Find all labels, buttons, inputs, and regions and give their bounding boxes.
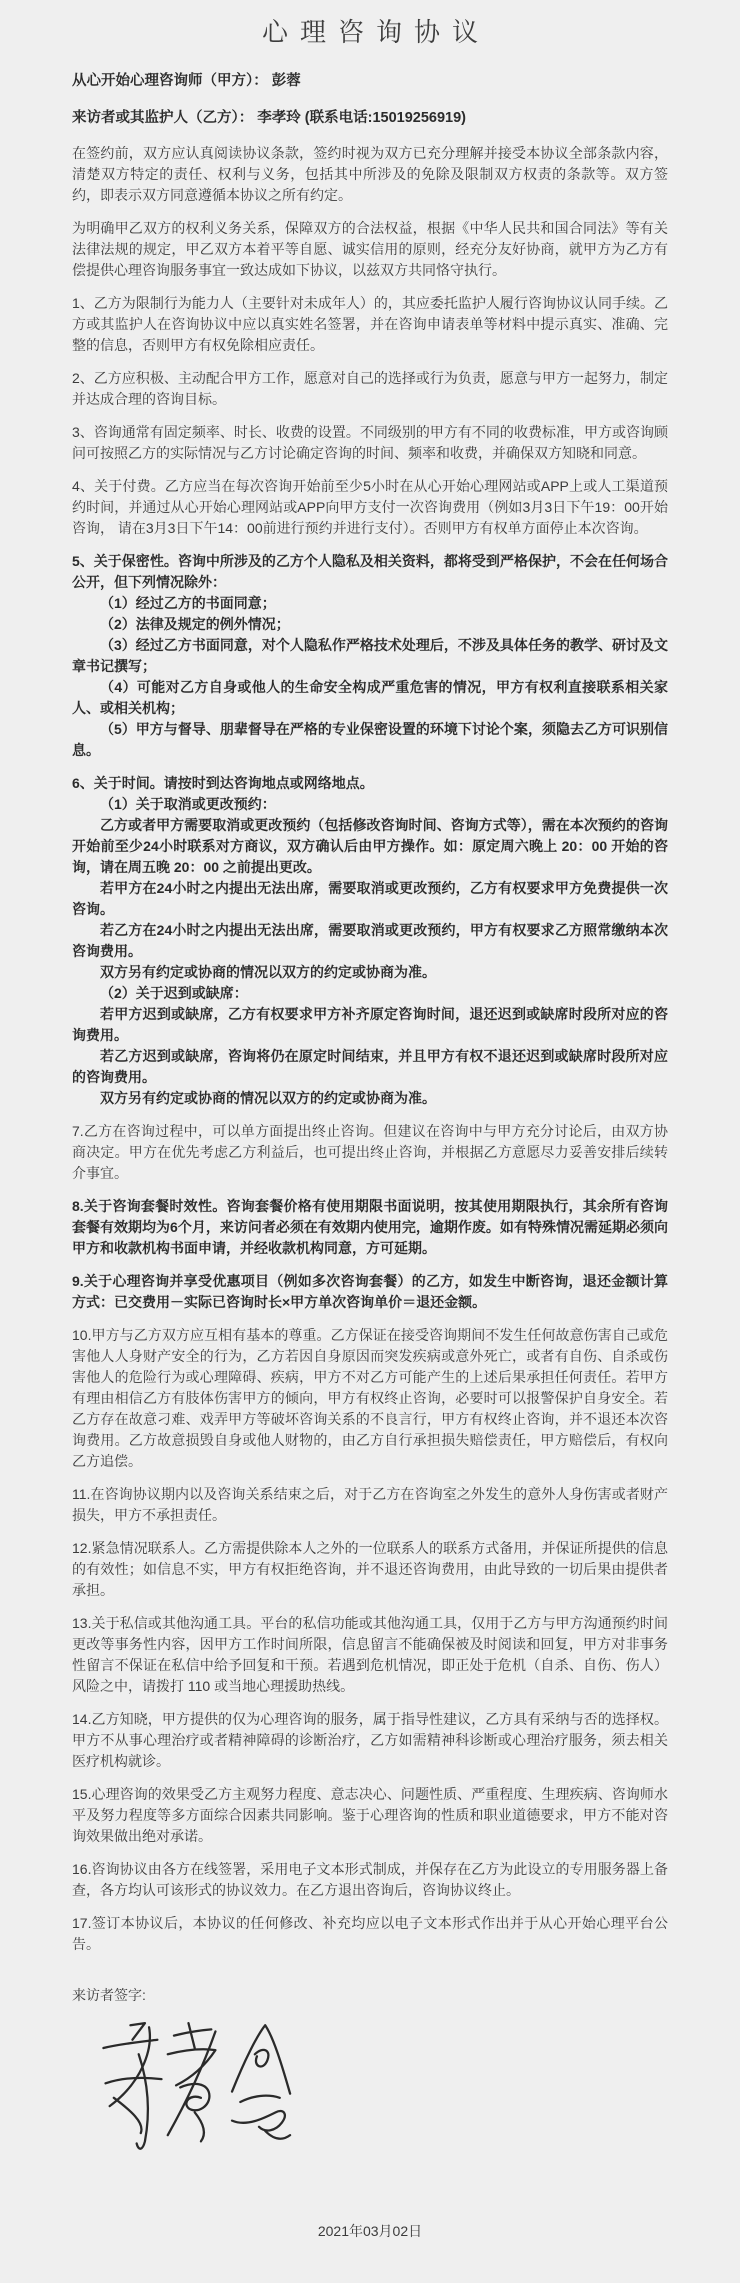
clause-6-sub-2-heading: （2）关于迟到或缺席： [100, 985, 248, 1001]
clause-6-heading: 6、关于时间。请按时到达咨询地点或网络地点。 [72, 775, 374, 791]
clause-2: 2、乙方应积极、主动配合甲方工作，愿意对自己的选择或行为负责，愿意与甲方一起努力，制定并达成合理的咨询目标。 [72, 370, 668, 407]
intro-paragraph-2: 为明确甲乙双方的权利义务关系，保障双方的合法权益，根据《中华人民共和国合同法》等有关法律法规的规定，甲乙双方本着平等自愿、诚实信用的原则，经充分友好协商，就甲方为乙方有偿提供心理咨询服务事宜一致达成如下协议，以兹双方共同恪守执行。 [72, 220, 668, 278]
intro-paragraph-1: 在签约前，双方应认真阅读协议条款，签约时视为双方已充分理解并接受本协议全部条款内容，清楚双方特定的责任、权利与义务，包括其中所涉及的免除及限制双方权责的条款等。双方签约，即表示双方同意遵循本协议之所有约定。 [72, 145, 668, 203]
clause-5-item-4: （4）可能对乙方自身或他人的生命安全构成严重危害的情况，甲方有权利直接联系相关家人、或相关机构； [72, 679, 668, 716]
clause-6-sub-2-text-1: 若甲方迟到或缺席，乙方有权要求甲方补齐原定咨询时间，退还迟到或缺席时段所对应的咨询费用。 [72, 1006, 668, 1043]
clause-5-item-2: （2）法律及规定的例外情况； [100, 616, 290, 632]
client-party-line: 来访者或其监护人（乙方）： 李孝玲 (联系电话:15019256919) [72, 110, 466, 126]
signing-date: 2021年03月02日 [317, 2223, 423, 2239]
clause-16: 16.咨询协议由各方在线签署，采用电子文本形式制成，并保存在乙方为此设立的专用服务器上备查，各方均认可该形式的协议效力。在乙方退出咨询后，咨询协议终止。 [72, 1861, 668, 1898]
clause-7: 7.乙方在咨询过程中，可以单方面提出终止咨询。但建议在咨询中与甲方充分讨论后，由双方协商决定。甲方在优先考虑乙方利益后，也可提出终止咨询，并根据乙方意愿尽力妥善安排后续转介事宜。 [72, 1123, 668, 1181]
clause-5-heading: 5、关于保密性。咨询中所涉及的乙方个人隐私及相关资料，都将受到严格保护，不会在任何场合公开，但下列情况除外： [72, 553, 668, 590]
clause-1: 1、乙方为限制行为能力人（主要针对未成年人）的，其应委托监护人履行咨询协议认同手续。乙方或其监护人在咨询协议中应以真实姓名签署，并在咨询申请表单等材料中提示真实、准确、完整的信息，否则甲方有权免除相应责任。 [72, 295, 668, 353]
clause-5-item-3: （3）经过乙方书面同意，对个人隐私作严格技术处理后，不涉及具体任务的教学、研讨及文章书记撰写； [72, 637, 668, 674]
clause-8: 8.关于咨询套餐时效性。咨询套餐价格有使用期限书面说明，按其使用期限执行，其余所有咨询套餐有效期均为6个月，来访问者必须在有效期内使用完，逾期作废。如有特殊情况需延期必须向甲方和收款机构书面申请，并经收款机构同意，方可延期。 [72, 1198, 668, 1256]
clause-15: 15.心理咨询的效果受乙方主观努力程度、意志决心、问题性质、严重程度、生理疾病、咨询师水平及努力程度等多方面综合因素共同影响。鉴于心理咨询的性质和职业道德要求，甲方不能对咨询效果做出绝对承诺。 [72, 1786, 668, 1844]
clause-13: 13.关于私信或其他沟通工具。平台的私信功能或其他沟通工具，仅用于乙方与甲方沟通预约时间更改等事务性内容，因甲方工作时间所限，信息留言不能确保被及时阅读和回复，甲方对非事务性留言不保证在私信中给予回复和干预。若遇到危机情况，即正处于危机（自杀、自伤、伤人）风险之中，请拨打 110 或当地心理援助热线。 [72, 1615, 668, 1694]
clause-6-sub-1-text-1: 乙方或者甲方需要取消或更改预约（包括修改咨询时间、咨询方式等），需在本次预约的咨询开始前至少24小时联系对方商议，双方确认后由甲方操作。如：原定周六晚上 20：00 开始的咨询，请在周五晚 20：00 之前提出更改。 [72, 817, 668, 875]
clause-6-sub-1-text-2: 若甲方在24小时之内提出无法出席，需要取消或更改预约，乙方有权要求甲方免费提供一次咨询。 [72, 880, 668, 917]
visitor-signature-label: 来访者签字: [72, 1987, 146, 2003]
clause-6-sub-1-text-3: 若乙方在24小时之内提出无法出席，需要取消或更改预约，甲方有权要求乙方照常缴纳本次咨询费用。 [72, 922, 668, 959]
clause-9: 9.关于心理咨询并享受优惠项目（例如多次咨询套餐）的乙方，如发生中断咨询，退还金额计算方式：已交费用－实际已咨询时长×甲方单次咨询单价＝退还金额。 [72, 1273, 668, 1310]
clause-10: 10.甲方与乙方双方应互相有基本的尊重。乙方保证在接受咨询期间不发生任何故意伤害自己或危害他人人身财产安全的行为，乙方若因自身原因而突发疾病或意外死亡，或者有自伤、自杀或伤害他人的危险行为或心理障碍、疾病，甲方不对乙方可能产生的上述后果承担任何责任。若甲方有理由相信乙方有肢体伤害甲方的倾向，甲方有权终止咨询，必要时可以报警保护自身安全。若乙方存在故意刁难、戏弄甲方等破坏咨询关系的不良言行，甲方有权终止咨询，并不退还本次咨询费用。乙方故意损毁自身或他人财物的，由乙方自行承担损失赔偿责任，甲方赔偿后，有权向乙方追偿。 [72, 1327, 668, 1469]
clause-5-item-5: （5）甲方与督导、朋辈督导在严格的专业保密设置的环境下讨论个案，须隐去乙方可识别信息。 [72, 721, 668, 758]
clause-6-sub-2-text-3: 双方另有约定或协商的情况以双方的约定或协商为准。 [100, 1090, 436, 1106]
clause-17: 17.签订本协议后，本协议的任何修改、补充均应以电子文本形式作出并于从心开始心理平台公告。 [72, 1915, 668, 1952]
page-title: 心理咨询协议 [261, 17, 490, 47]
clause-3: 3、咨询通常有固定频率、时长、收费的设置。不同级别的甲方有不同的收费标准，甲方或咨询顾问可按照乙方的实际情况与乙方讨论确定咨询的时间、频率和收费，并确保双方知晓和同意。 [72, 424, 668, 461]
counselor-party-line: 从心开始心理咨询师（甲方）： 彭蓉 [72, 73, 301, 89]
clause-5-item-1: （1）经过乙方的书面同意； [100, 595, 276, 611]
clause-6-sub-1-text-4: 双方另有约定或协商的情况以双方的约定或协商为准。 [100, 964, 436, 980]
clause-11: 11.在咨询协议期内以及咨询关系结束之后，对于乙方在咨询室之外发生的意外人身伤害或者财产损失，甲方不承担责任。 [72, 1486, 668, 1523]
clause-4: 4、关于付费。乙方应当在每次咨询开始前至少5小时在从心开始心理网站或APP上或人工渠道预约时间，并通过从心开始心理网站或APP向甲方支付一次咨询费用（例如3月3日下午19：00开始咨询， 请在3月3日下午14：00前进行预约并进行支付）。否则甲方有权单方面停止本次咨询。 [72, 478, 668, 536]
clause-6-sub-1-heading: （1）关于取消或更改预约： [100, 796, 276, 812]
handwritten-signature [98, 2019, 668, 2159]
clause-14: 14.乙方知晓，甲方提供的仅为心理咨询的服务，属于指导性建议，乙方具有采纳与否的选择权。甲方不从事心理治疗或者精神障碍的诊断治疗，乙方如需精神科诊断或心理治疗服务，须去相关医疗机构就诊。 [72, 1711, 668, 1769]
clause-12: 12.紧急情况联系人。乙方需提供除本人之外的一位联系人的联系方式备用，并保证所提供的信息的有效性；如信息不实，甲方有权拒绝咨询，并不退还咨询费用，由此导致的一切后果由提供者承担。 [72, 1540, 668, 1598]
clause-6-sub-2-text-2: 若乙方迟到或缺席，咨询将仍在原定时间结束，并且甲方有权不退还迟到或缺席时段所对应的咨询费用。 [72, 1048, 668, 1085]
